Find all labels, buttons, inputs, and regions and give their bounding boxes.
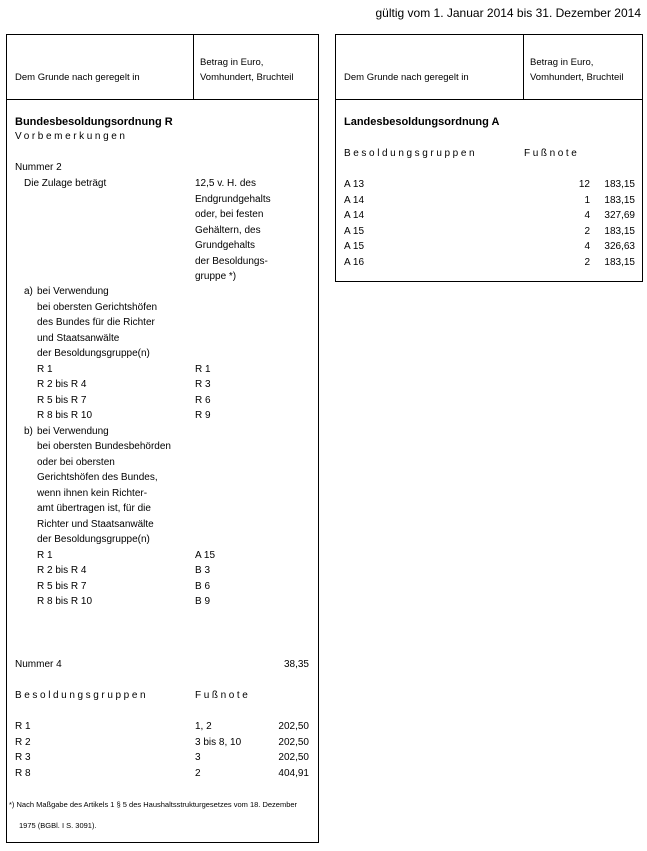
header-col-amount [530,55,623,85]
col-fussnote: Fußnote [195,690,251,701]
variant-a-marker: a) [24,286,33,297]
table-row-gruppe: R 8 [15,767,31,779]
variant-a-row-to: R 6 [195,394,211,406]
col-besoldungsgruppen: Besoldungsgruppen [344,148,478,159]
table-row-betrag: 183,15 [604,225,635,237]
variant-a-line: und Staatsanwälte [37,332,120,344]
table-row-fussnote: 4 [584,241,590,252]
table-row-betrag: 183,15 [604,179,635,190]
nummer2-value-line: Grundgehalts [195,240,256,251]
left-panel-bundesbesoldung [6,34,319,843]
variant-b-line: Gerichtshöfen des Bundes, [37,472,158,483]
variant-a-row-from: R 2 bis R 4 [37,379,87,390]
variant-a-row-from: R 8 bis R 10 [37,410,93,421]
table-row-betrag: 202,50 [278,752,309,763]
table-row-fussnote: 1, 2 [195,721,212,732]
table-row-gruppe: R 1 [15,721,31,732]
variant-a-line: der Besoldungsgruppe(n) [37,348,150,359]
variant-b-row-from: R 2 bis R 4 [37,565,87,576]
variant-b-row-to: A 15 [195,549,216,561]
col-besoldungsgruppen: Besoldungsgruppen [15,690,149,701]
table-row-betrag: 183,15 [604,256,635,268]
table-row-fussnote: 2 [584,225,590,237]
header-col-amount [200,55,293,85]
nummer4-label: Nummer 4 [15,659,62,670]
variant-b-line: der Besoldungsgruppe(n) [37,534,150,545]
table-row-betrag: 404,91 [278,767,309,779]
variant-a-line: bei obersten Gerichtshöfen [37,301,158,313]
table-row-gruppe: A 14 [344,210,365,221]
table-row-betrag: 202,50 [278,736,309,748]
nummer2-value-line: gruppe *) [195,271,237,282]
table-row-fussnote: 3 [195,752,201,763]
variant-b-row-from: R 5 bis R 7 [37,580,87,592]
variant-a-row-to: R 9 [195,410,211,421]
header-col-basis: Dem Grunde nach geregelt in [344,72,469,83]
variant-a-line: des Bundes für die Richter [37,317,155,328]
table-row-gruppe: A 16 [344,256,365,268]
variant-a-row-from: R 5 bis R 7 [37,394,87,406]
table-row-gruppe: R 2 [15,736,31,748]
table-row-gruppe: A 14 [344,194,365,206]
nummer2-value-line: oder, bei festen [195,209,264,220]
variant-b-row-from: R 8 bis R 10 [37,596,93,607]
header-amount-line1: Betrag in Euro, [200,57,264,68]
variant-b-row-to: B 3 [195,565,211,576]
variant-a-row-from: R 1 [37,363,53,375]
header-divider [523,35,524,99]
variant-b-row-from: R 1 [37,549,53,561]
footnote-line1: *) Nach Maßgabe des Artikels 1 § 5 des Haushaltsstrukturgesetzes vom 18. Dezember [9,800,298,809]
table-row-fussnote: 2 [195,767,201,779]
section-title: Bundesbesoldungsordnung R [15,116,173,128]
variant-b-line: bei obersten Bundesbehörden [37,441,171,452]
variant-b-line: amt übertragen ist, für die [37,503,151,514]
table-row-betrag: 202,50 [278,721,309,732]
header-col-basis: Dem Grunde nach geregelt in [15,72,140,83]
table-row-gruppe: A 15 [344,225,365,237]
nummer2-label: Nummer 2 [15,162,62,173]
right-panel-landesbesoldung [335,34,643,282]
col-fussnote: Fußnote [524,148,580,159]
header-divider [193,35,194,99]
vorbemerkungen-heading: Vorbemerkungen [15,131,128,142]
footnote-line2: 1975 (BGBl. I S. 3091). [19,821,97,830]
variant-a-line: bei Verwendung [37,286,109,297]
validity-period: gültig vom 1. Januar 2014 bis 31. Dezember 2014 [375,6,641,20]
nummer2-value-line: Gehältern, des [195,224,261,236]
table-row-betrag: 326,63 [604,241,635,252]
variant-b-line: Richter und Staatsanwälte [37,518,154,530]
table-row-fussnote: 4 [584,210,590,221]
variant-b-row-to: B 6 [195,580,211,592]
header-amount-line2: Vomhundert, Bruchteil [530,72,624,83]
table-row-gruppe: A 13 [344,179,365,190]
table-row-betrag: 183,15 [604,194,635,206]
table-row-betrag: 327,69 [604,210,635,221]
table-row-gruppe: R 3 [15,752,31,763]
variant-a-row-to: R 3 [195,379,211,390]
nummer4-value: 38,35 [283,659,309,670]
variant-b-line: bei Verwendung [37,425,109,437]
nummer2-value-line: 12,5 v. H. des [195,178,256,189]
variant-a-row-to: R 1 [195,363,211,375]
table-header [336,35,642,100]
table-row-fussnote: 1 [584,194,590,206]
header-amount-line2: Vomhundert, Bruchteil [200,72,294,83]
header-amount-line1: Betrag in Euro, [530,57,594,68]
table-row-fussnote: 2 [584,256,590,268]
nummer2-value-line: der Besoldungs- [195,255,268,267]
variant-b-marker: b) [24,425,33,437]
variant-b-row-to: B 9 [195,596,211,607]
variant-b-line: wenn ihnen kein Richter- [37,487,148,499]
table-row-fussnote: 3 bis 8, 10 [195,736,242,748]
table-row-gruppe: A 15 [344,241,365,252]
nummer2-value-line: Endgrundgehalts [195,193,271,205]
variant-b-line: oder bei obersten [37,456,115,468]
table-row-fussnote: 12 [578,179,590,190]
section-title: Landesbesoldungsordnung A [344,116,500,128]
nummer2-text: Die Zulage beträgt [24,178,107,189]
table-header [7,35,318,100]
